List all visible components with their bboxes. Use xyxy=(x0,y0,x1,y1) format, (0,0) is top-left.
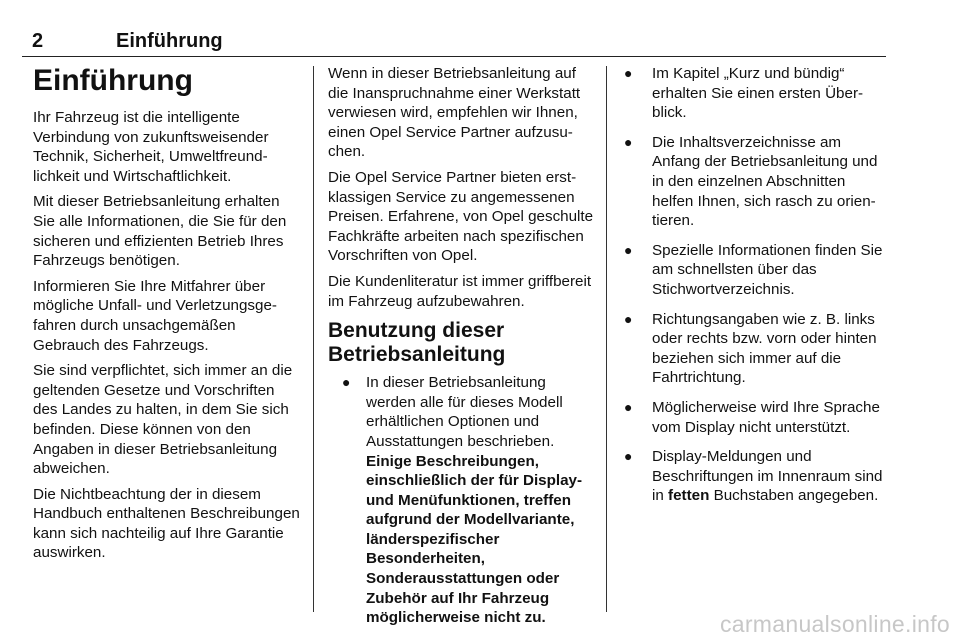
column-2 xyxy=(328,64,594,638)
list-item-text: Im Kapitel „Kurz und bündig“ erhalten Sie einen ersten Überblick. xyxy=(652,65,864,122)
list-item xyxy=(620,447,888,506)
list-item xyxy=(620,310,888,388)
list-item xyxy=(620,64,888,123)
list-item-text: In dieser Betriebsanleitung werden alle für dieses Modell erhältlichen Optionen und Ausstattungen beschrieben. xyxy=(366,374,563,450)
watermark: carmanualsonline.info xyxy=(719,611,950,637)
list-item-text: Display-Meldungen und Beschriftungen im Innenraum sind in xyxy=(652,448,883,505)
column-divider xyxy=(313,66,314,612)
bullet-icon: ● xyxy=(624,398,633,415)
list-item-text: Richtungsangaben wie z. B. links oder rechts bzw. vorn oder hinten beziehen sich immer auf die Fahrtrichtung. xyxy=(652,310,877,387)
section-title: Benutzung dieser Betriebsanleitung xyxy=(328,319,506,367)
bullet-icon: ● xyxy=(624,65,633,81)
bullet-list xyxy=(620,64,888,506)
list-item-text: Möglicherweise wird Ihre Sprache vom Display nicht unterstützt. xyxy=(652,398,880,436)
column-divider xyxy=(606,66,607,612)
bullet-list xyxy=(338,373,594,628)
page-number: 2 xyxy=(32,30,44,52)
paragraph: Die Opel Service Partner bieten erstklassigen Service zu angemessenen Preisen. Erfahrene, von Opel geschulte Fachkräfte arbeiten nach spezifischen Vorschriften von Opel. xyxy=(328,168,594,265)
paragraph: Wenn in dieser Betriebsanleitung auf die Inanspruchnahme einer Werkstatt verwiesen wird, empfehlen wir Ihnen, einen Opel Service Partner aufzusuchen. xyxy=(328,65,581,161)
list-item xyxy=(620,241,888,300)
list-item-text: Spezielle Informationen finden Sie am schnellsten über das Stichwortverzeichnis. xyxy=(652,241,883,298)
bullet-icon: ● xyxy=(624,133,633,150)
paragraph: Die Nichtbeachtung der in diesem Handbuch enthaltenen Beschreibungen kann sich nachteilig auf Ihre Garantie auswirken. xyxy=(33,485,300,562)
list-item-bold-text: Einige Beschreibungen, einschließlich der für Display- und Menüfunktionen, treffen aufgrund der Modellvariante, länderspezifischer Besonderheiten, Sonderausstattungen oder Zubehör auf Ihr Fahrzeug möglicherweise nicht zu. xyxy=(366,452,583,627)
running-title: Einführung xyxy=(116,30,223,52)
bullet-icon: ● xyxy=(624,448,633,465)
list-item xyxy=(620,133,888,231)
list-item xyxy=(620,398,888,437)
list-item-text: Die Inhaltsverzeichnisse am Anfang der Betriebsanleitung und in den einzelnen Abschnitten helfen Ihnen, sich rasch zu orientieren. xyxy=(652,133,878,230)
column-3 xyxy=(620,64,888,516)
chapter-title: Einführung xyxy=(33,64,193,97)
bold-word: fetten xyxy=(668,487,710,505)
column-1 xyxy=(33,64,301,569)
paragraph: Ihr Fahrzeug ist die intelligente Verbindung von zukunftsweisender Technik, Sicherheit, Umweltfreundlichkeit und Wirtschaftlichkeit. xyxy=(33,109,269,185)
list-item xyxy=(338,373,594,628)
bullet-icon: ● xyxy=(624,310,633,327)
paragraph: Informieren Sie Ihre Mitfahrer über mögliche Unfall- und Verletzungsgefahren durch unsachgemäßen Gebrauch des Fahrzeugs. xyxy=(33,277,277,354)
paragraph: Die Kundenliteratur ist immer griffbereit im Fahrzeug aufzubewahren. xyxy=(328,272,592,310)
page-header xyxy=(22,26,886,57)
bullet-icon: ● xyxy=(624,241,633,258)
list-item-text: Buchstaben angegeben. xyxy=(709,487,879,505)
paragraph: Mit dieser Betriebsanleitung erhalten Sie alle Informationen, die Sie für den sicheren und effizienten Betrieb Ihres Fahrzeugs benötigen. xyxy=(33,193,287,270)
bullet-icon: ● xyxy=(342,374,351,391)
paragraph: Sie sind verpflichtet, sich immer an die geltenden Gesetze und Vorschriften des Landes zu halten, in dem Sie sich befinden. Diese können von den Angaben in dieser Betriebsanleitung abweichen. xyxy=(33,362,293,478)
